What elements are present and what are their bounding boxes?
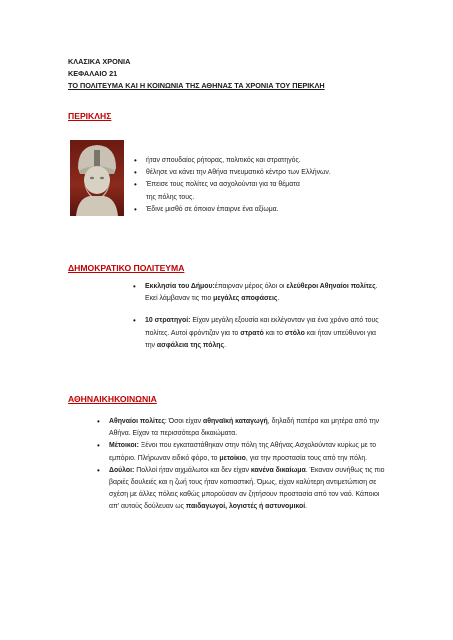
list-item-generals: • 10 στρατηγοί: Είχαν μεγάλη εξουσία και εκλέγονταν για ένα χρόνο από τους πολίτες. Αυτοί φρόντιζαν για το στρατό και το στόλο και ήταν υπεύθυνοι για την ασφάλεια της πόλης. — [145, 315, 385, 352]
section-heading-democracy: ΔΗΜΟΚΡΑΤΙΚΟ ΠΟΛΙΤΕΥΜΑ — [68, 263, 185, 273]
header-chapter: ΚΕΦΑΛΑΙΟ 21 — [68, 69, 118, 78]
list-item: • Έδινε μισθό σε όποιον έπαιρνε ένα αξίωμα. — [146, 204, 426, 216]
term-assembly: Εκκλησία του Δήμου: — [145, 283, 215, 290]
section-heading-society: ΑΘΗΝΑΙΚΗΚΟΙΝΩΝΙΑ — [68, 394, 157, 404]
list-item-slaves: • Δούλοι: Πολλοί ήταν αιχμάλωτοι και δεν είχαν κανένα δικαίωμα. Έκαναν συνήθως τις πιο βαριές δουλειές και η ζωή τους ήταν κοπιαστική. Όμως, είχαν καλύτερη αντιμετώπιση σε σχέση με άλλες πόλεις καθώς μπορούσαν αν ζητήσουν προστασία από τον ναό. Κάποιοι απ' αυτούς δούλευαν ως παιδαγωγοί, λογιστές ή αστυνομικοί. — [109, 465, 391, 514]
pericles-facts-list — [146, 155, 426, 216]
list-item: • θέλησε να κάνει την Αθήνα πνευματικό κέντρο των Ελλήνων. — [146, 167, 426, 179]
header-era: ΚΛΑΣΙΚΑ ΧΡΟΝΙΑ — [68, 57, 131, 66]
list-item-assembly: • Εκκλησία του Δήμου:έπαιρναν μέρος όλοι οι ελεύθεροι Αθηναίοι πολίτες. Εκεί λάμβαναν τις πιο μεγάλες αποφάσεις. — [145, 281, 385, 305]
list-item-citizens: • Αθηναίοι πολίτες: Όσοι είχαν αθηναϊκή καταγωγή, δηλαδή πατέρα και μητέρα από την Αθήνα. Είχαν τα περισσότερα δικαιώματα. — [109, 416, 391, 440]
list-item-metics: • Μέτοικοι: Ξένοι που εγκαταστάθηκαν στην πόλη της Αθήνας.Ασχολούνταν κυρίως με το εμπόριο. Πλήρωναν ειδικό φόρο, το μετοίκιο, για την προστασία τους από την πόλη. — [109, 440, 391, 464]
term-metics: Μέτοικοι: — [109, 442, 139, 450]
list-item: • Έπεισε τους πολίτες να ασχολούνται για τα θέματα της πόλης τους. — [146, 179, 311, 203]
header-title: ΤΟ ΠΟΛΙΤΕΥΜΑ ΚΑΙ Η ΚΟΙΝΩΝΙΑ ΤΗΣ ΑΘΗΝΑΣ ΤΑ ΧΡΟΝΙΑ ΤΟΥ ΠΕΡΙΚΛΗ — [68, 81, 325, 90]
section-heading-pericles: ΠΕΡΙΚΛΗΣ — [68, 111, 112, 121]
term-generals: 10 στρατηγοί: — [145, 317, 191, 325]
democracy-list — [145, 281, 385, 352]
term-citizens: Αθηναίοι πολίτες — [109, 418, 165, 425]
society-list — [109, 416, 391, 514]
pericles-bust-image — [70, 140, 124, 216]
term-slaves: Δούλοι: — [109, 466, 135, 474]
list-item: • ήταν σπουδαίος ρήτορας, πολιτικός και στρατηγός. — [146, 155, 426, 167]
